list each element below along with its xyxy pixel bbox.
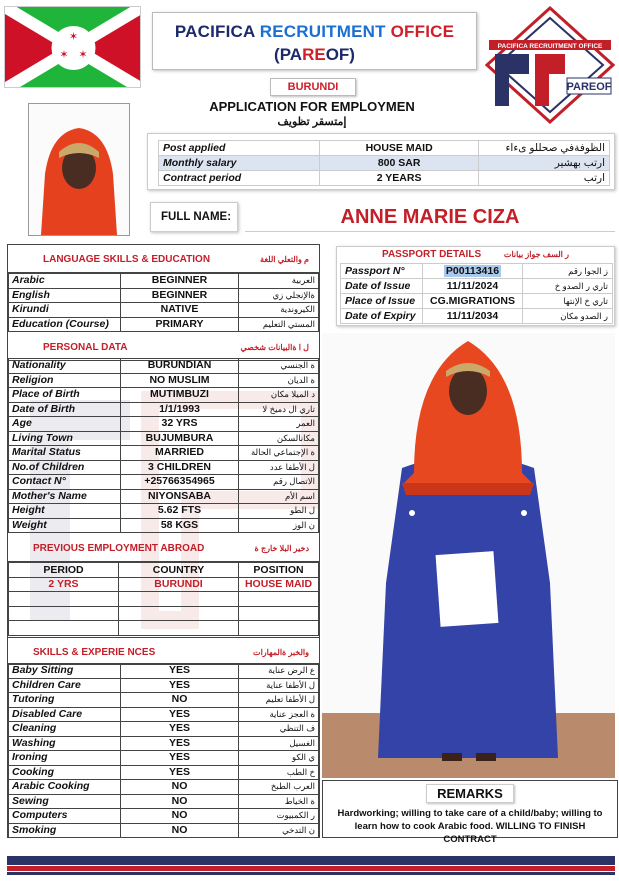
employment-section-title-arabic: دخير البلا خارج ة [254,544,309,553]
table-row: Weight 58 KGS ن الوز [9,518,319,533]
applicant-full-photo [322,333,615,778]
personal-section-title: PERSONAL DATA [43,342,128,353]
post-label: Post applied [159,141,320,156]
table-row: Arabic Cooking NO العرب الطبخ [9,780,319,795]
table-row: Computers NO ر الكمبيوت [9,809,319,824]
table-row: Nationality BURUNDIAN ة الجنسي [9,359,319,374]
table-row [9,592,319,607]
office-name: PACIFICA RECRUITMENT OFFICE [174,22,455,41]
personal-section-header [8,333,319,361]
applicant-details-panel [7,244,320,838]
post-value: HOUSE MAID [320,141,478,156]
remarks-title: REMARKS [426,784,514,803]
svg-text:✶: ✶ [78,48,88,61]
passport-section-header [337,249,614,260]
footer-stripe [7,872,615,875]
application-title: APPLICATION FOR EMPLOYMEN [209,99,415,114]
burundi-flag [4,6,141,88]
table-row: Marital Status MARRIED ة الإجتماعي الحالة [9,446,319,461]
language-section-title: LANGUAGE SKILLS & EDUCATION [43,254,211,265]
table-row: 2 YRS BURUNDI HOUSE MAID [9,577,319,592]
table-row: Date of Expiry 11/11/2034 ر الصدو مكان [341,309,613,324]
table-row: Date of Issue 11/11/2024 تاري ر الصدو خ [341,279,613,294]
pareof-logo [485,6,615,124]
post-details-table [158,140,610,186]
post-row [159,141,610,156]
table-row: Sewing NO ة الخياط [9,794,319,809]
table-row: Disabled Care YES ة العجز عناية [9,707,319,722]
passport-section-title: PASSPORT DETAILS [382,249,482,260]
passport-section-title-arabic: ر السف جواز بيانات [503,250,569,259]
table-row: Mother's Name NIYONSABA اسم الأم [9,489,319,504]
table-row: Smoking NO ن التدخي [9,823,319,838]
skills-table [8,663,319,838]
logo-text: PAREOF [566,81,612,93]
table-row: Place of Issue CG.MIGRATIONS تاري خ الإنتها [341,294,613,309]
country-label: BURUNDI [270,78,356,96]
language-section-title-arabic: م والتعلي اللغة [260,255,309,264]
remarks-text: Hardworking; willing to take care of a child/baby; willing to learn how to cook Arabic food. WILLING TO FINISH CONTRACT [337,808,603,845]
passport-number: P00113416 [445,265,500,277]
full-name-label: FULL NAME: [150,202,238,232]
table-row: Cleaning YES ف التنظي [9,722,319,737]
table-row: Kirundi NATIVE الكيروندية [9,303,319,318]
table-row: English BEGINNER ةالإنجلي زي [9,288,319,303]
table-row [9,621,319,636]
salary-arabic: ارتب بهشير [478,156,609,171]
contract-value: 2 YEARS [320,171,478,186]
office-abbreviation: (PAREOF) [274,45,355,64]
salary-value: 800 SAR [320,156,478,171]
salary-label: Monthly salary [159,156,320,171]
logo-top-text: PACIFICA RECRUITMENT OFFICE [497,43,603,50]
personal-section-title-arabic: ل ا ةالبيانات شخصي [240,343,309,352]
passport-table [340,263,613,324]
language-table [8,273,319,332]
personal-data-table [8,358,319,533]
table-row: Height 5.62 FTS ل الطو [9,504,319,519]
table-row: Cooking YES خ الطب [9,765,319,780]
office-title-box [152,12,477,70]
table-row: Place of Birth MUTIMBUZI د الميلا مكان [9,388,319,403]
skills-section-header [8,637,319,665]
table-row: Arabic BEGINNER العربية [9,274,319,289]
table-row: Tutoring NO ل الأطفا تعليم [9,693,319,708]
table-row: Ironing YES ي الكو [9,751,319,766]
table-row: Passport N° P00113416 ز الجوا رقم [341,264,613,279]
full-name-value: ANNE MARIE CIZA [245,202,615,232]
table-row: Date of Birth 1/1/1993 تاري ال دميخ لا [9,402,319,417]
svg-text:✶: ✶ [59,48,69,61]
salary-row [159,156,610,171]
remarks-box [322,780,618,845]
skills-section-title-arabic: والخبر ةالمهارات [253,648,309,657]
table-row: No.of Children 3 CHILDREN ل الأطفا عدد [9,460,319,475]
table-row: Education (Course) PRIMARY المستي التعليم [9,317,319,332]
contract-row [159,171,610,186]
table-row [9,606,319,621]
table-row: Baby Sitting YES ع الرض عناية [9,664,319,679]
skills-section-title: SKILLS & EXPERIE NCES [33,647,156,658]
employment-section-header [8,534,319,562]
table-header-row: PERIOD COUNTRY POSITION [9,563,319,578]
svg-text:✶: ✶ [68,30,79,43]
contract-label: Contract period [159,171,320,186]
table-row: Age 32 YRS العمر [9,417,319,432]
post-arabic: الظوفةفي صحللو ىءاء [478,141,609,156]
application-title-arabic: إمتسقر تظويف [277,116,347,128]
table-row: Children Care YES ل الأطفا عناية [9,678,319,693]
table-row: Religion NO MUSLIM ة الديان [9,373,319,388]
contract-arabic: ارتب [478,171,609,186]
applicant-headshot [28,103,130,236]
employment-section-title: PREVIOUS EMPLOYMENT ABROAD [33,543,205,554]
table-row: Washing YES الغسيل [9,736,319,751]
table-row: Living Town BUJUMBURA مكانالسكن [9,431,319,446]
table-row: Contact N° +25766354965 الاتصال رقم [9,475,319,490]
footer-stripe [7,856,615,865]
employment-table [8,562,319,636]
language-section-header [8,245,319,273]
footer-stripe [7,866,615,871]
passport-details-box [336,246,615,326]
post-details-box [147,133,615,190]
